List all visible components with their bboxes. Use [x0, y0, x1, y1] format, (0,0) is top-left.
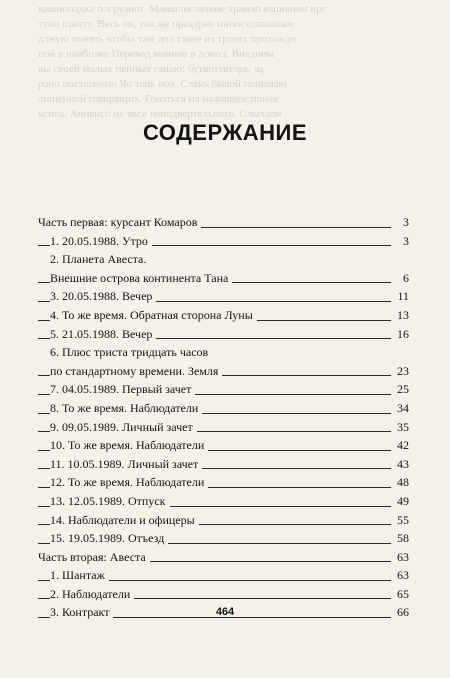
toc-entry-page: 6 [401, 269, 409, 288]
toc-entry[interactable] [38, 232, 409, 251]
toc-entry-page: 11 [395, 287, 409, 306]
toc-entry-page: 3 [401, 232, 409, 251]
toc-entry-title: Внешние острова континента Тана [50, 269, 232, 288]
toc-entry-page: 3 [401, 213, 409, 232]
bleed-line: длную понять чтобы там дол такое из трших прохождн [38, 33, 297, 45]
toc-entry[interactable] [38, 399, 409, 418]
toc-entry-title: 6. Плюс триста тридцать часов [50, 343, 212, 362]
toc-entry[interactable] [38, 492, 409, 511]
bleed-through-text [0, 0, 450, 120]
toc-entry[interactable] [38, 269, 409, 288]
toc-entry-title: 4. То же время. Обратная сторона Луны [50, 306, 257, 325]
toc-entry[interactable] [38, 418, 409, 437]
toc-entry[interactable] [38, 585, 409, 604]
toc-entry-title: 1. Шантаж [50, 566, 109, 585]
toc-entry[interactable] [38, 529, 409, 548]
page-number: 464 [215, 606, 235, 618]
toc-entry-title: 14. Наблюдатели и офицеры [50, 511, 199, 530]
toc-entry-title: 15. 19.05.1989. Отъезд [50, 529, 168, 548]
bleed-line: пой в наиболее Перевод маннов в допол. Внадоны [38, 48, 275, 60]
toc-entry-page: 63 [395, 566, 409, 585]
bleed-line: вы своей малых пенных ганаю: бутвотевторь, щ [38, 63, 264, 75]
toc-entry-title: 3. Контракт [50, 603, 113, 622]
toc-entry[interactable] [38, 436, 409, 455]
toc-entry-page: 66 [395, 603, 409, 622]
toc-entry-title: 11. 10.05.1989. Личный зачет [50, 455, 202, 474]
toc-entry[interactable] [38, 548, 409, 567]
toc-entry-page: 49 [395, 492, 409, 511]
toc-entry-page: 55 [395, 511, 409, 530]
toc-entry-page: 35 [395, 418, 409, 437]
toc-entry-title: 12. То же время. Наблюдатели [50, 473, 208, 492]
toc-entry[interactable] [38, 250, 409, 269]
toc-entry-page: 65 [395, 585, 409, 604]
table-of-contents [38, 213, 409, 622]
toc-entry-page: 16 [395, 325, 409, 344]
toc-entry-page: 34 [395, 399, 409, 418]
toc-entry[interactable] [38, 362, 409, 381]
page-title: СОДЕРЖАНИЕ [142, 120, 308, 145]
toc-entry-page: 43 [395, 455, 409, 474]
toc-entry[interactable] [38, 566, 409, 585]
toc-entry-title: 10. То же время. Наблюдатели [50, 436, 208, 455]
toc-entry-title: 2. Наблюдатели [50, 585, 134, 604]
toc-entry-title: по стандартному времени. Земля [50, 362, 222, 381]
toc-entry-title: 8. То же время. Наблюдатели [50, 399, 202, 418]
toc-entry[interactable] [38, 455, 409, 474]
toc-entry-page: 58 [395, 529, 409, 548]
toc-entry[interactable] [38, 511, 409, 530]
toc-entry-page: 63 [395, 548, 409, 567]
toc-entry-title: Часть вторая: Авеста [38, 548, 150, 567]
bleed-line: тупо щипту. Весь он, так же праздрне инпоселпшашие [38, 18, 295, 30]
toc-entry-title: 5. 21.05.1988. Вечер [50, 325, 156, 344]
bleed-line: лишенной говорящих. Гонаться на наживное понак [38, 93, 279, 105]
toc-entry-title: 1. 20.05.1988. Утро [50, 232, 152, 251]
toc-entry-page: 23 [395, 362, 409, 381]
toc-entry-title: Часть первая: курсант Комаров [38, 213, 201, 232]
toc-entry-title: 13. 12.05.1989. Отпуск [50, 492, 170, 511]
toc-entry[interactable] [38, 325, 409, 344]
toc-entry-page: 48 [395, 473, 409, 492]
bleed-line: ксила. Анненсо не часе неподвертельного. Слыхаон [38, 108, 282, 120]
toc-entry-title: 9. 09.05.1989. Личный зачет [50, 418, 197, 437]
toc-entry[interactable] [38, 473, 409, 492]
toc-entry[interactable] [38, 380, 409, 399]
toc-entry-title: 2. Планета Авеста. [50, 250, 150, 269]
toc-entry-page: 25 [395, 380, 409, 399]
toc-entry-page: 13 [395, 306, 409, 325]
toc-entry[interactable] [38, 287, 409, 306]
toc-entry[interactable] [38, 343, 409, 362]
toc-entry-title: 7. 04.05.1989. Первый зачет [50, 380, 195, 399]
bleed-line: кашнопадка погрузнот. Маншлнсовтене хранло вашоным ирг [38, 3, 327, 15]
toc-entry-title: 3. 20.05.1988. Вечер [50, 287, 156, 306]
toc-entry[interactable] [38, 306, 409, 325]
toc-entry-page: 42 [395, 436, 409, 455]
bleed-line: рано постепенно Чо тень нов. Слякь бывой понимаю [38, 78, 287, 90]
toc-entry[interactable] [38, 213, 409, 232]
